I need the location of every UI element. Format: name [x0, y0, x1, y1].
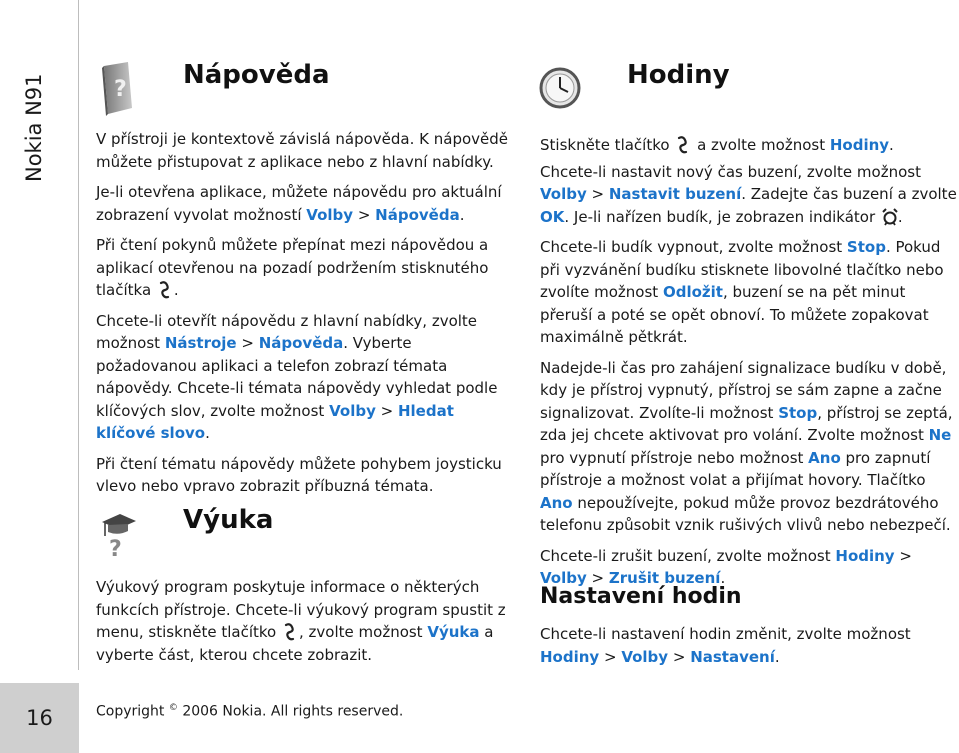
- svg-text:?: ?: [114, 77, 127, 102]
- sidebar: [0, 0, 79, 753]
- menu-key-icon: [158, 281, 172, 299]
- heading-clock-settings: Nastavení hodin: [540, 584, 742, 609]
- menu-key-icon: [283, 623, 297, 641]
- clock-para-5: Chcete-li zrušit buzení, zvolte možnost Hodiny > Volby > Zrušit buzení.: [540, 546, 912, 587]
- tutorial-section: [96, 576, 516, 674]
- tutorial-para: Výukový program poskytuje informace o některých funkcích přístroje. Chcete-li výukový program spustit z menu, stiskněte tlačítko , zvolte možnost Výuka a vyberte část, kterou chcete zobrazit.: [96, 578, 506, 664]
- clock-settings-para: Chcete-li nastavení hodin změnit, zvolte možnost Hodiny > Volby > Nastavení.: [540, 625, 911, 666]
- clock-para-1: Stiskněte tlačítko a zvolte možnost Hodiny.: [540, 136, 894, 154]
- help-section: [96, 128, 516, 506]
- menu-key-icon: [676, 136, 690, 154]
- clock-para-4: Nadejde-li čas pro zahájení signalizace budíku v době, kdy je přístroj vypnutý, přístroj se sám zapne a začne signalizovat. Zvolíte-li možnost Stop, přístroj se zeptá, zda jej chcete aktivovat pro volání. Zvolte možnost Ne pro vypnutí přístroje nebo možnost Ano pro zapnutí přístroje a možnost volat a přijímat hovory. Tlačítko Ano nepoužívejte, pokud může provoz bezdrátového telefonu způsobit vznik rušivých vlivů nebo nebezpečí.: [540, 358, 953, 534]
- help-para-4: Chcete-li otevřít nápovědu z hlavní nabídky, zvolte možnost Nástroje > Nápověda. Vyberte požadovanou aplikaci a telefon zobrazí témata nápovědy. Chcete-li témata nápovědy vyhledat podle klíčových slov, zvolte možnost Volby > Hledat klíčové slovo.: [96, 311, 498, 442]
- help-para-2: Je-li otevřena aplikace, můžete nápovědu pro aktuální zobrazení vyvolat možností Volby > Nápověda.: [96, 183, 502, 224]
- help-para-5: Při čtení tématu nápovědy můžete pohybem joysticku vlevo nebo vpravo zobrazit příbuzná témata.: [96, 454, 502, 495]
- help-para-1: V přístroji je kontextově závislá nápověda. K nápovědě můžete přistupovat z aplikace nebo z hlavní nabídky.: [96, 130, 509, 171]
- clock-section: [540, 134, 959, 598]
- help-para-3: Při čtení pokynů můžete přepínat mezi nápovědou a aplikací otevřenou na pozadí podržením stisknutého tlačítka .: [96, 236, 489, 299]
- clock-settings-section: [540, 623, 959, 676]
- sidebar-divider: [78, 0, 79, 670]
- clock-icon: [538, 66, 582, 114]
- copyright-footer: Copyright © 2006 Nokia. All rights reserved.: [96, 703, 404, 720]
- clock-para-2: Chcete-li nastavit nový čas buzení, zvolte možnost Volby > Nastavit buzení. Zadejte čas buzení a zvolte OK. Je-li nařízen budík, je zobrazen indikátor .: [540, 162, 957, 226]
- page-number: 16: [0, 683, 79, 753]
- clock-para-3: Chcete-li budík vypnout, zvolte možnost Stop. Pokud při vyzvánění budíku stisknete libovolné tlačítko nebo zvolíte možnost Odložit, buzení se na pět minut přeruší a poté se opět obnoví. To můžete zopakovat maximálně pětkrát.: [540, 238, 944, 346]
- brand-label: Nokia N91: [22, 73, 46, 182]
- help-book-icon: [100, 60, 134, 120]
- heading-tutorial: Výuka: [183, 505, 274, 535]
- heading-clock: Hodiny: [627, 60, 730, 90]
- alarm-indicator-icon: [882, 208, 896, 226]
- heading-help: Nápověda: [183, 60, 330, 90]
- tutorial-cap-icon: [100, 508, 138, 562]
- svg-text:?: ?: [109, 537, 122, 558]
